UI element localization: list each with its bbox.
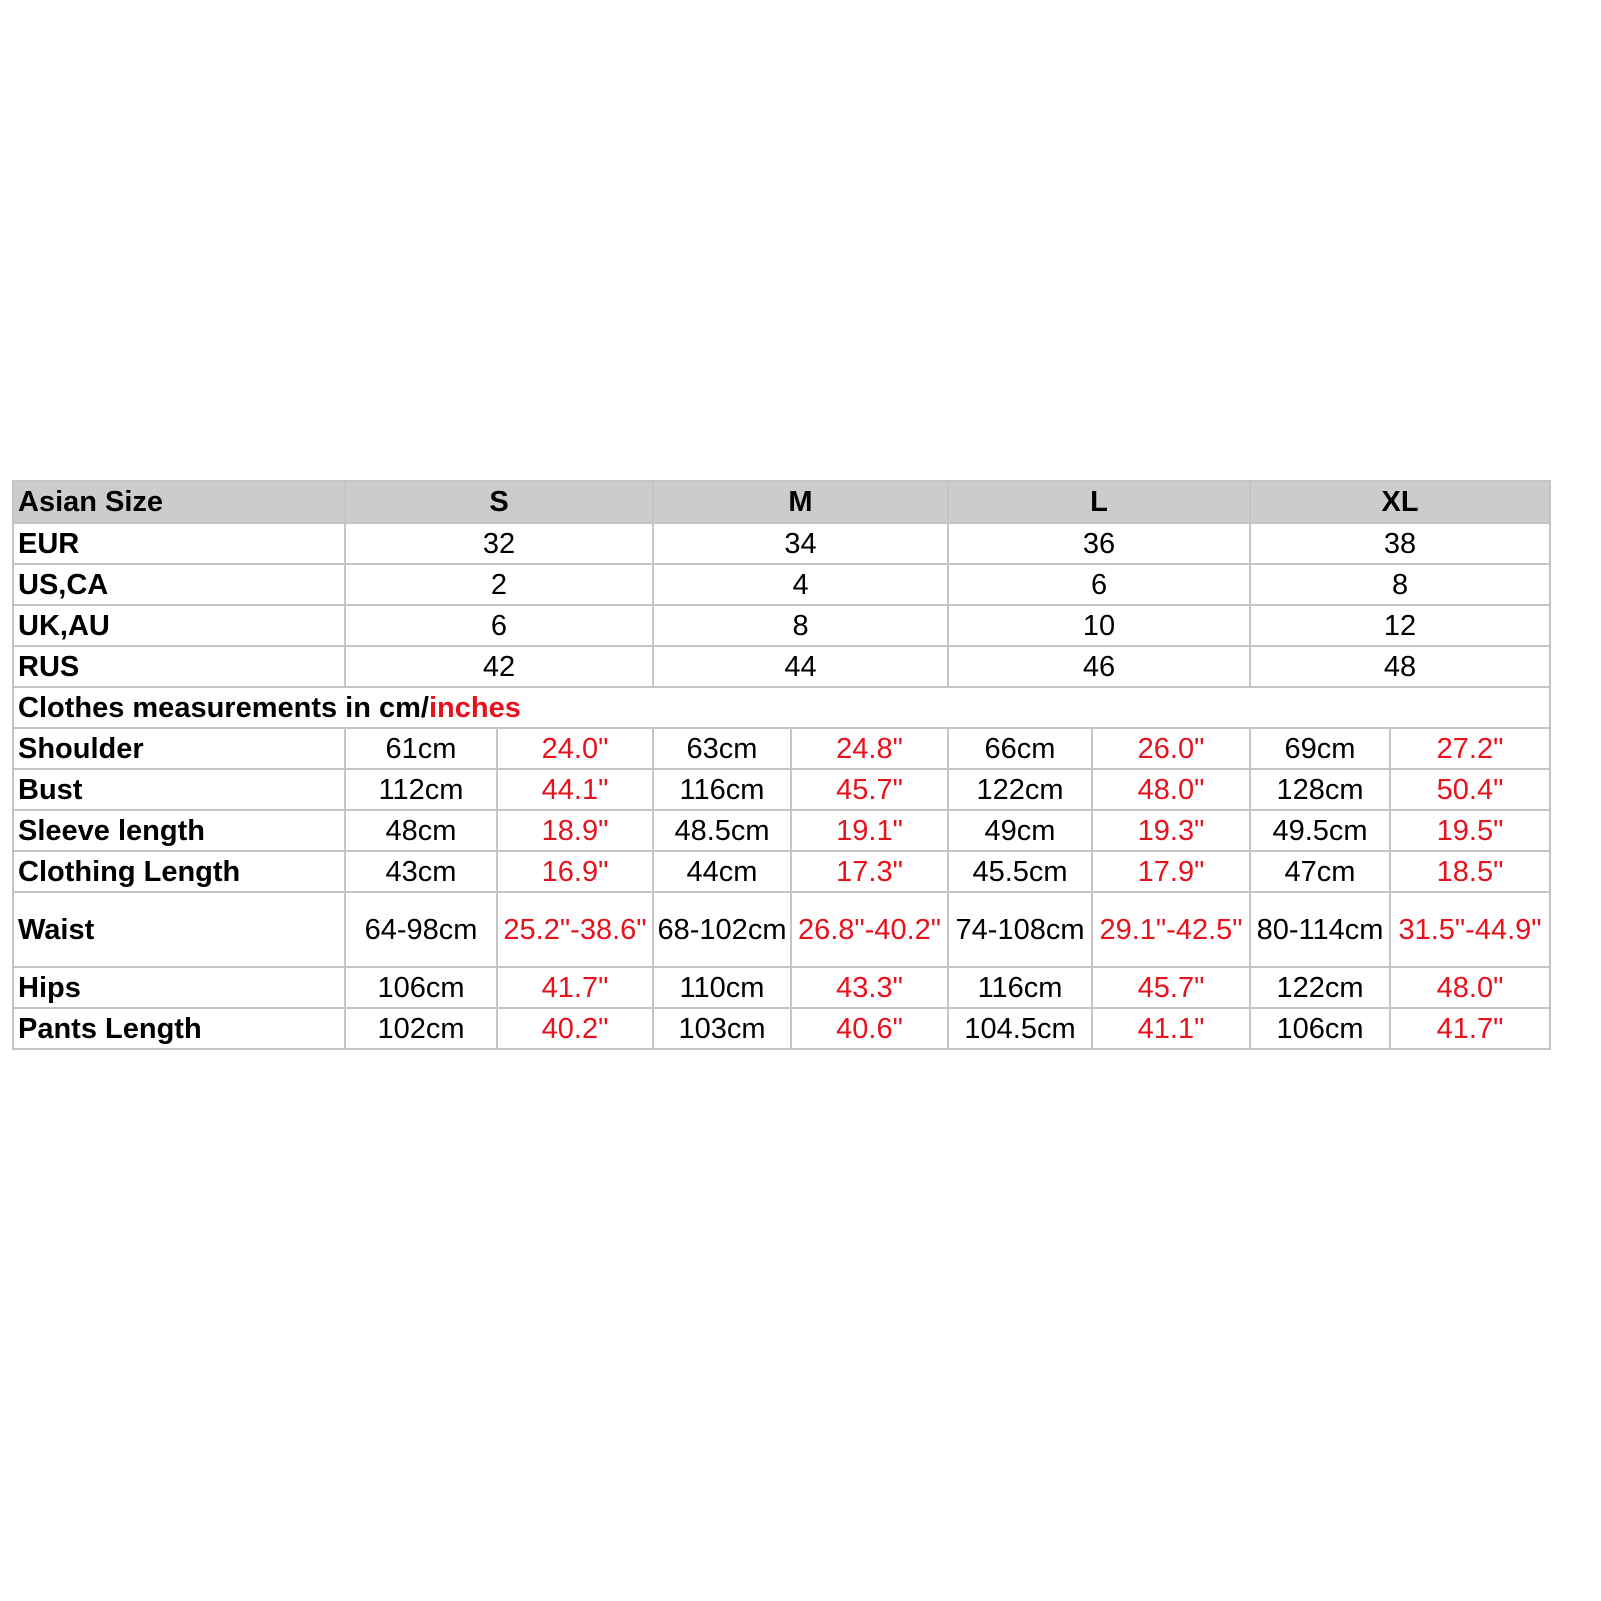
inch-cell: 16.9" — [497, 851, 653, 892]
row-label: UK,AU — [13, 605, 345, 646]
inch-cell: 24.8" — [791, 728, 948, 769]
row-label: Sleeve length — [13, 810, 345, 851]
header-label: Asian Size — [13, 481, 345, 523]
value-cell: 46 — [948, 646, 1250, 687]
cm-cell: 45.5cm — [948, 851, 1092, 892]
inch-cell: 45.7" — [791, 769, 948, 810]
cm-cell: 122cm — [948, 769, 1092, 810]
conversion-row-uk — [13, 605, 1550, 646]
cm-cell: 66cm — [948, 728, 1092, 769]
inch-cell: 18.5" — [1390, 851, 1550, 892]
inch-cell: 27.2" — [1390, 728, 1550, 769]
inch-cell: 19.1" — [791, 810, 948, 851]
conversion-row-us — [13, 564, 1550, 605]
section-title — [13, 687, 1550, 728]
value-cell: 4 — [653, 564, 948, 605]
conversion-row-eur — [13, 523, 1550, 564]
inch-cell: 48.0" — [1390, 967, 1550, 1008]
value-cell: 8 — [653, 605, 948, 646]
row-label: US,CA — [13, 564, 345, 605]
inch-cell: 26.0" — [1092, 728, 1250, 769]
value-cell: 34 — [653, 523, 948, 564]
cm-cell: 64-98cm — [345, 892, 497, 967]
conversion-row-rus — [13, 646, 1550, 687]
cm-cell: 47cm — [1250, 851, 1390, 892]
inch-cell: 26.8"-40.2" — [791, 892, 948, 967]
section-row — [13, 687, 1550, 728]
cm-cell: 61cm — [345, 728, 497, 769]
cm-cell: 68-102cm — [653, 892, 791, 967]
inch-cell: 18.9" — [497, 810, 653, 851]
inch-cell: 50.4" — [1390, 769, 1550, 810]
cm-cell: 48.5cm — [653, 810, 791, 851]
inch-cell: 41.7" — [1390, 1008, 1550, 1049]
row-label: Waist — [13, 892, 345, 967]
inch-cell: 48.0" — [1092, 769, 1250, 810]
inch-cell: 24.0" — [497, 728, 653, 769]
cm-cell: 49cm — [948, 810, 1092, 851]
inch-cell: 40.2" — [497, 1008, 653, 1049]
inch-cell: 19.3" — [1092, 810, 1250, 851]
header-row — [13, 481, 1550, 523]
row-label: EUR — [13, 523, 345, 564]
cm-cell: 122cm — [1250, 967, 1390, 1008]
cm-cell: 116cm — [653, 769, 791, 810]
inch-cell: 17.9" — [1092, 851, 1250, 892]
cm-cell: 104.5cm — [948, 1008, 1092, 1049]
size-l-header: L — [948, 481, 1250, 523]
value-cell: 10 — [948, 605, 1250, 646]
value-cell: 8 — [1250, 564, 1550, 605]
size-chart-table — [12, 480, 1551, 1050]
cm-cell: 48cm — [345, 810, 497, 851]
row-label: Pants Length — [13, 1008, 345, 1049]
value-cell: 12 — [1250, 605, 1550, 646]
value-cell: 36 — [948, 523, 1250, 564]
inch-cell: 44.1" — [497, 769, 653, 810]
value-cell: 42 — [345, 646, 653, 687]
cm-cell: 49.5cm — [1250, 810, 1390, 851]
cm-cell: 116cm — [948, 967, 1092, 1008]
inch-cell: 41.1" — [1092, 1008, 1250, 1049]
inch-cell: 41.7" — [497, 967, 653, 1008]
measurement-row-hips — [13, 967, 1550, 1008]
cm-cell: 103cm — [653, 1008, 791, 1049]
row-label: Shoulder — [13, 728, 345, 769]
cm-cell: 80-114cm — [1250, 892, 1390, 967]
row-label: Clothing Length — [13, 851, 345, 892]
cm-cell: 69cm — [1250, 728, 1390, 769]
inch-cell: 43.3" — [791, 967, 948, 1008]
inch-cell: 25.2"-38.6" — [497, 892, 653, 967]
value-cell: 38 — [1250, 523, 1550, 564]
measurement-row-sleeve — [13, 810, 1550, 851]
cm-cell: 106cm — [1250, 1008, 1390, 1049]
row-label: Bust — [13, 769, 345, 810]
inch-cell: 17.3" — [791, 851, 948, 892]
measurement-row-shoulder — [13, 728, 1550, 769]
section-highlight: inches — [428, 691, 521, 724]
cm-cell: 44cm — [653, 851, 791, 892]
value-cell: 6 — [345, 605, 653, 646]
value-cell: 44 — [653, 646, 948, 687]
cm-cell: 63cm — [653, 728, 791, 769]
size-m-header: M — [653, 481, 948, 523]
inch-cell: 45.7" — [1092, 967, 1250, 1008]
inch-cell: 31.5"-44.9" — [1390, 892, 1550, 967]
cm-cell: 74-108cm — [948, 892, 1092, 967]
inch-cell: 40.6" — [791, 1008, 948, 1049]
row-label: RUS — [13, 646, 345, 687]
cm-cell: 106cm — [345, 967, 497, 1008]
measurement-row-pants-length — [13, 1008, 1550, 1049]
cm-cell: 43cm — [345, 851, 497, 892]
inch-cell: 19.5" — [1390, 810, 1550, 851]
value-cell: 48 — [1250, 646, 1550, 687]
inch-cell: 29.1"-42.5" — [1092, 892, 1250, 967]
section-prefix: Clothes measurements in cm/ — [18, 691, 429, 724]
measurement-row-clothing-length — [13, 851, 1550, 892]
row-label: Hips — [13, 967, 345, 1008]
measurement-row-waist — [13, 892, 1550, 967]
size-xl-header: XL — [1250, 481, 1550, 523]
cm-cell: 110cm — [653, 967, 791, 1008]
cm-cell: 112cm — [345, 769, 497, 810]
cm-cell: 128cm — [1250, 769, 1390, 810]
value-cell: 6 — [948, 564, 1250, 605]
value-cell: 32 — [345, 523, 653, 564]
cm-cell: 102cm — [345, 1008, 497, 1049]
size-s-header: S — [345, 481, 653, 523]
value-cell: 2 — [345, 564, 653, 605]
measurement-row-bust — [13, 769, 1550, 810]
